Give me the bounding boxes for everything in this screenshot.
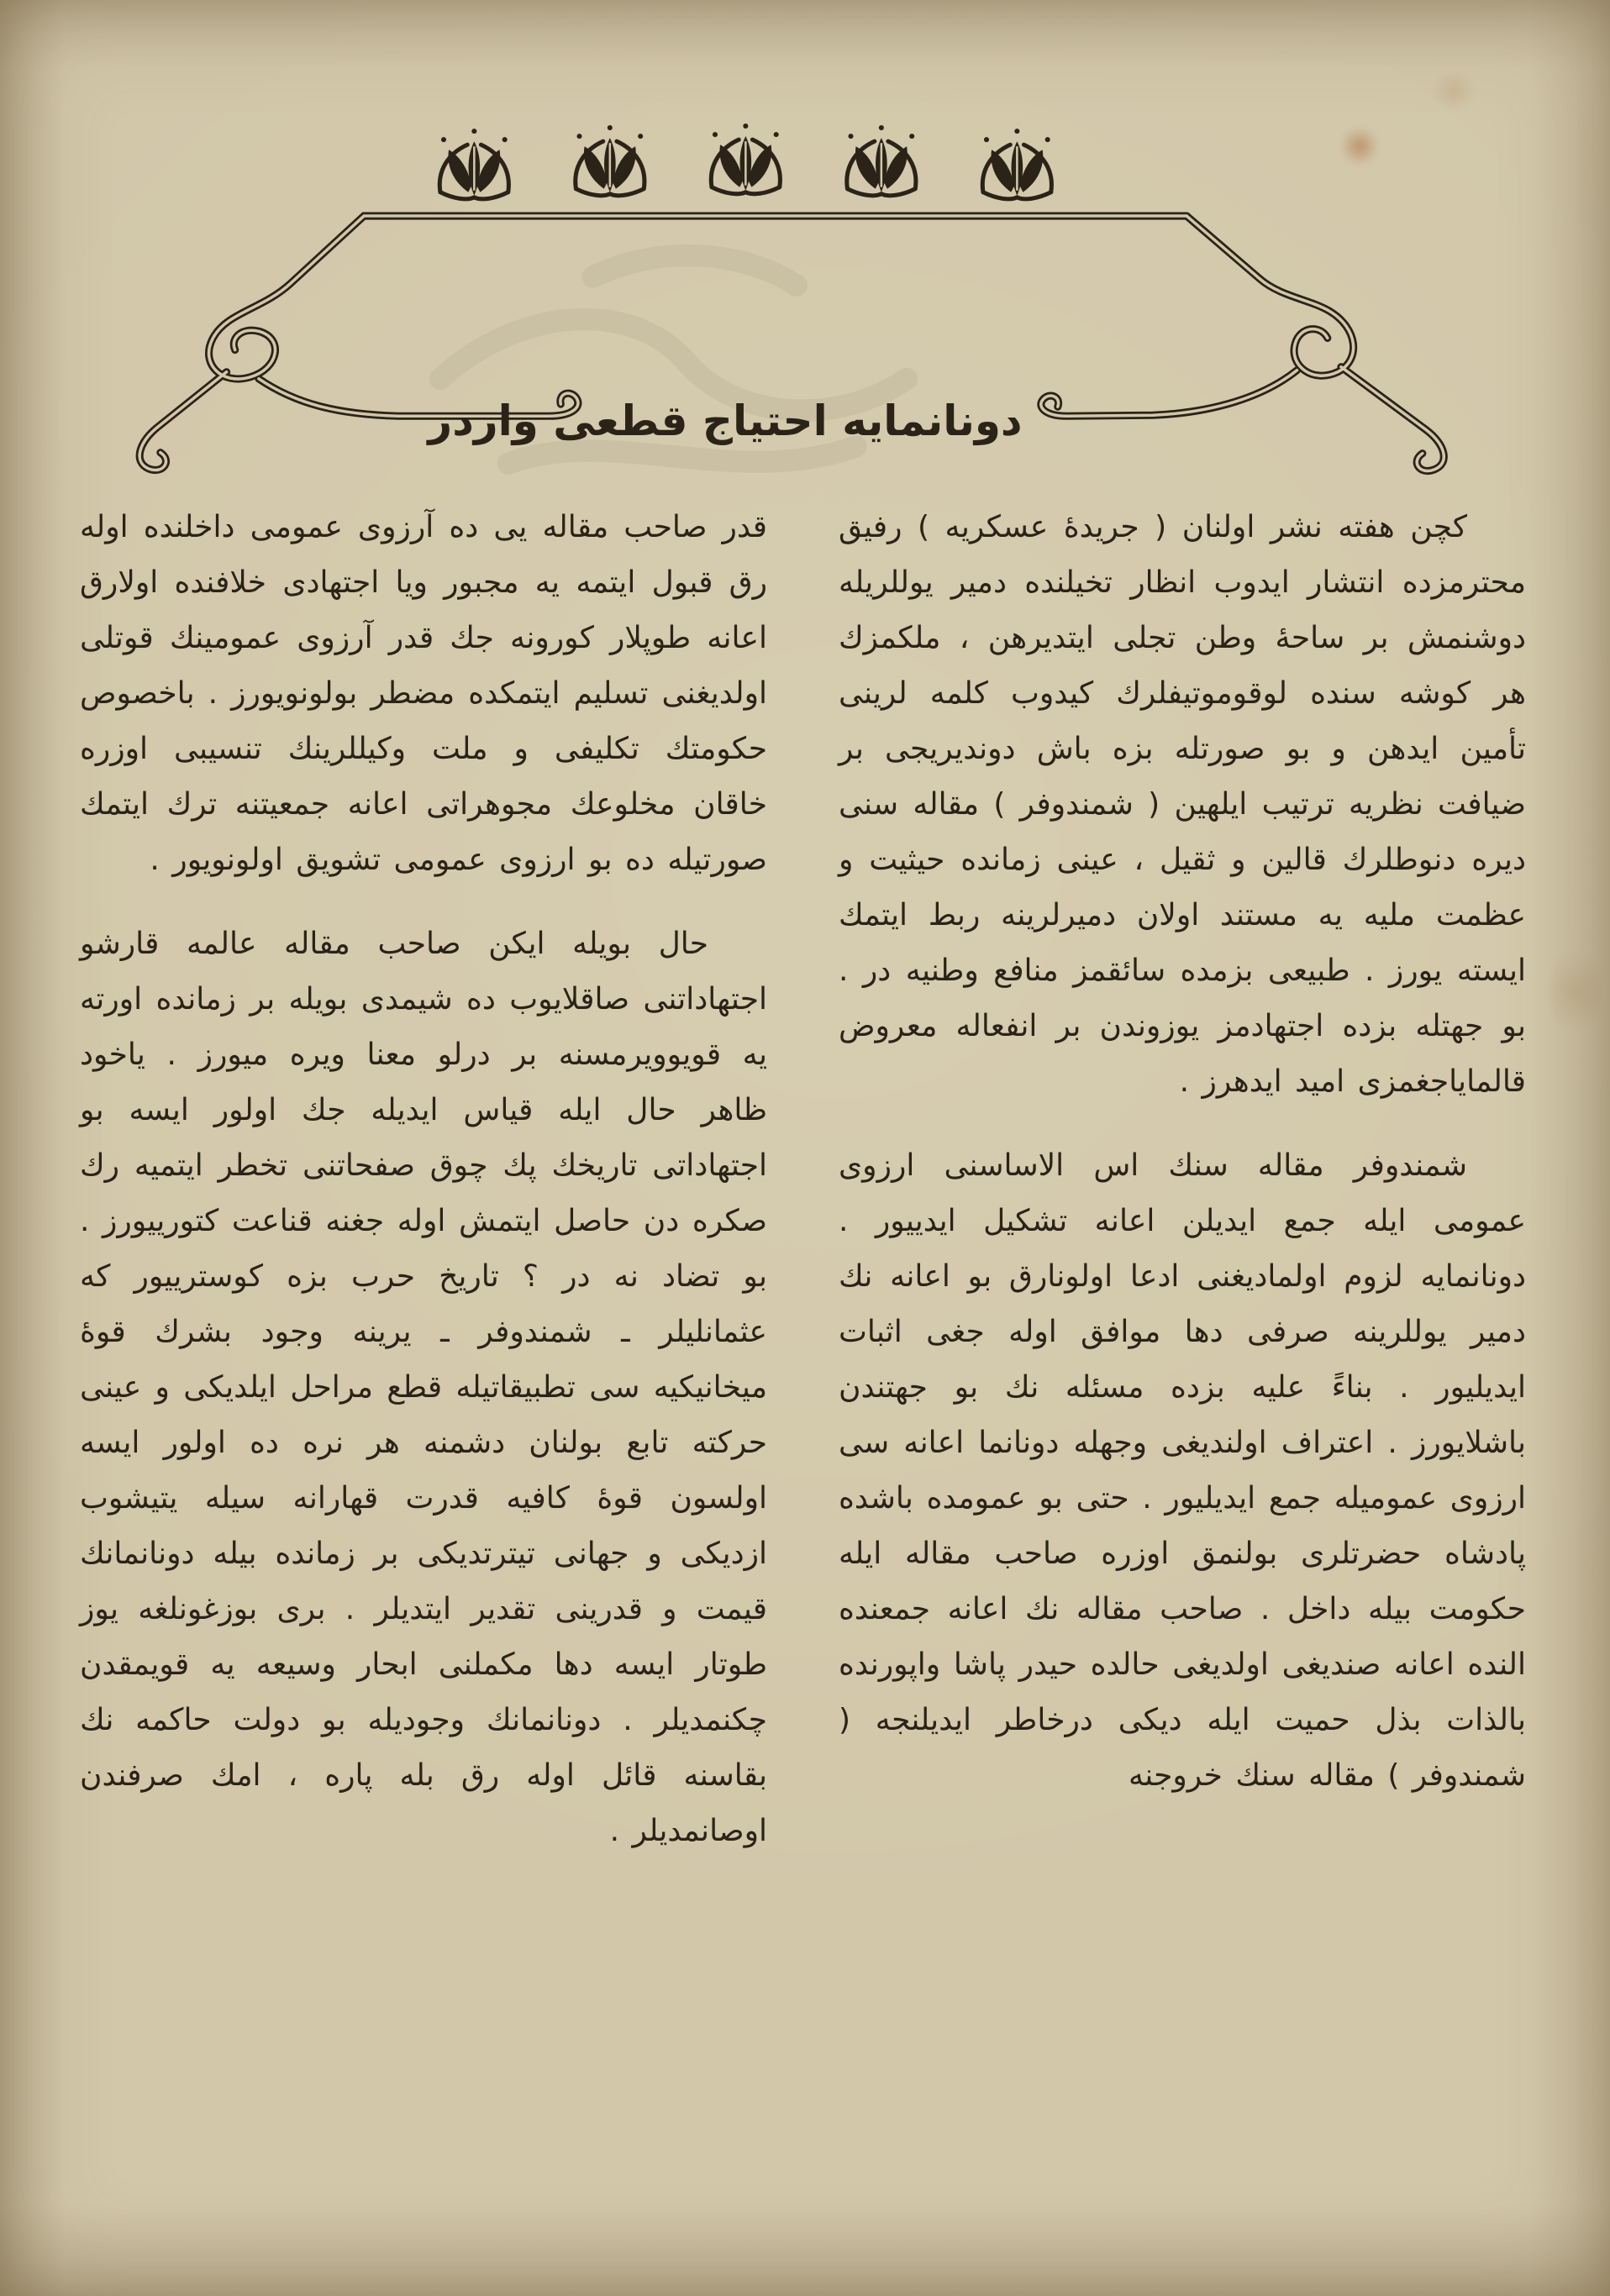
paper-stain	[1428, 74, 1479, 108]
tulip-icon	[576, 125, 645, 196]
paragraph: قدر صاحب مقاله یی ده آرزوی عمومی داخلنده اوله رق قبول ایتمه یه مجبور ویا اجتهادی خلافنده اولارق اعانه طوپلار کورونه جك قدر آرزوی عمومینك قوتلی اولدیغنی تسلیم ایتمكده مضطر بولونویورز . باخصوص حکومتك تکلیفی و ملت وکیللرینك تنسیبی اوزره خاقان مخلوعك مجوهراتی اعانه جمعیتنه ترك ایتمك صورتیله ده بو ارزوی عمومی تشویق اولونویور .	[80, 510, 767, 877]
tulip-icon	[439, 129, 508, 199]
tulip-icon	[847, 125, 916, 196]
tulip-icon	[982, 129, 1051, 199]
paragraph: شمندوفر مقاله سنك اس الاساسنی ارزوی عمومی ایله جمع ایدیلن اعانه تشکیل ایدییور . دونانمایه لزوم اولمادیغنی ادعا اولونارق بو اعانه نك دمیر یوللرینه صرفی دها موافق اوله جغی اثبات ایدیلیور . بناءً علیه بزده مسئله نك بو جهتندن باشلایورز . اعتراف اولندیغی وجهله دونانما اعانه سی ارزوی عمومیله جمع ایدیلیور . حتی بو عمومده باشده پادشاه حضرتلری بولنمق اوزره صاحب مقاله ایله حکومت بیله داخل . صاحب مقاله نك اعانه جمعنده النده اعانه صندیغی اولدیغی حالده حیدر پاشا واپورنده بالذات بذل حمیت ایله دیکی درخاطر ایدیلنجه ( شمندوفر ) مقاله سنك خروجنه	[839, 1148, 1526, 1793]
paper-stain	[1550, 941, 1601, 1042]
tulip-icon	[711, 123, 780, 194]
paragraph: حال بویله ایکن صاحب مقاله عالمه قارشو اجتهاداتنی صاقلایوب ده شیمدی بویله بر زمانده اورته یه قویوویرمسنه بر درلو معنا ویره میورز . یاخود ظاهر حال ایله قیاس ایدیله جك اولور ایسه بو اجتهاداتی تاریخك پك چوق صفحاتنی تخطر ایتمیه رك صكره دن حاصل ایتمش اوله جغنه قناعت کتورییورز . بو تضاد نه در ؟ تاریخ حرب بزه کوسترییور که عثمانلیلر ـ شمندوفر ـ یرینه وجود بشرك قوهٔ میخانیکیه سی تطبیقاتیله قطع مراحل ایلدیکی و عینی حرکته تابع بولنان دشمنه هر نره ده اولور ایسه اولسون قوهٔ کافیه قدرت قهارانه سیله یتیشوب ازدیکی و جهانی تیترتدیکی بر زمانده بیله دونانمانك قیمت و قدرینی تقدیر ایتدیلر . بری بوزغونلغه یوز طوتار ایسه دها مکملنی ابحار وسیعه یه قویمقدن چکنمدیلر . دونانمانك وجودیله بو دولت حاکمه نك بقاسنه قائل اوله رق بله پاره ، امك صرفندن اوصانمدیلر .	[80, 927, 767, 1848]
text-columns	[80, 500, 1526, 2271]
column-left	[80, 500, 767, 2271]
column-right	[839, 500, 1526, 2271]
paragraph: کچن هفته نشر اولنان ( جریدهٔ عسکریه ) رفیق محترمزده انتشار ایدوب انظار تخیلنده دمیر یوللریله دوشنمش بر ساحهٔ وطن تجلی ایتدیرهن ، ملکمزك هر کوشه سنده لوقوموتیفلرك کیدوب کلمه لرینی تأمین ایدهن و بو صورتله بزه باش دوندیریجی بر ضیافت نظریه ترتیب ایلهین ( شمندوفر ) مقاله سنی دیره دنوطلرك قالین و ثقیل ، عینی زمانده حیثیت و عظمت ملیه یه مستند اولان دمیرلرینه ربط ایتمك ایسته یورز . طبیعی بزمده سائقمز منافع وطنیه در . بو جهتله بزده اجتهادمز یوزوندن بر انفعاله معروض قالمایاجغمزی امید ایدهرز .	[839, 510, 1526, 1099]
page-title: دونانمایه احتیاج قطعی واردر	[428, 396, 1023, 445]
